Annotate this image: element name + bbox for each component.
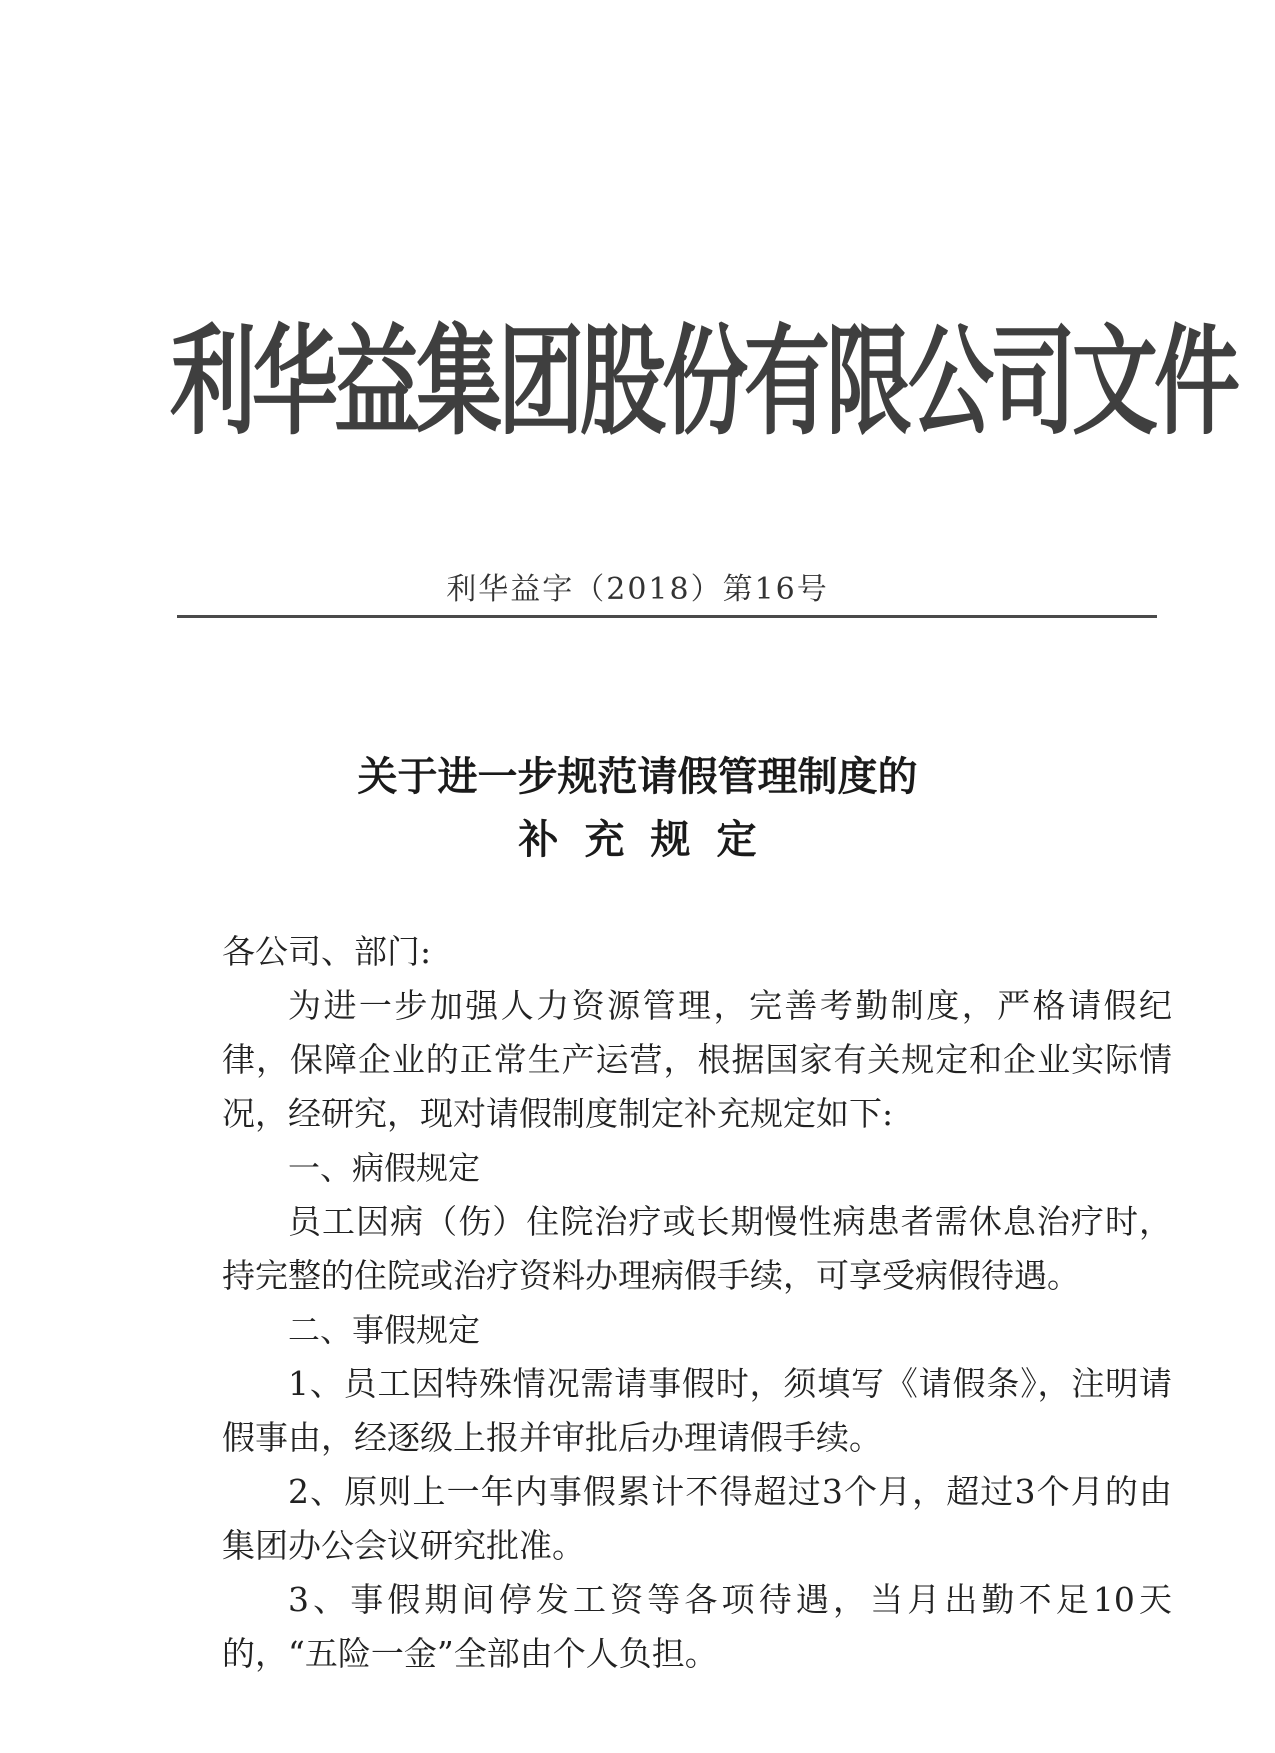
personal-leave-item-3: 3、事假期间停发工资等各项待遇，当月出勤不足10天的，“五险一金”全部由个人负担。 <box>222 1580 1172 1673</box>
intro-paragraph: 为进一步加强人力资源管理，完善考勤制度，严格请假纪律，保障企业的正常生产运营，根据国家有关规定和企业实际情况，经研究，现对请假制度制定补充规定如下: <box>222 986 1172 1133</box>
section-heading-personal-leave: 二、事假规定 <box>288 1311 481 1349</box>
header-rule <box>177 615 1157 618</box>
salutation: 各公司、部门: <box>222 932 432 971</box>
document-body <box>222 925 1172 1681</box>
section-heading-sick-leave: 一、病假规定 <box>288 1149 481 1187</box>
document-title-line-2: 补充规定 <box>518 817 783 863</box>
personal-leave-item-1: 1、员工因特殊情况需请事假时，须填写《请假条》，注明请假事由，经逐级上报并审批后办理请假手续。 <box>222 1364 1172 1457</box>
sick-leave-paragraph: 员工因病（伤）住院治疗或长期慢性病患者需休息治疗时，持完整的住院或治疗资料办理病假手续，可享受病假待遇。 <box>222 1202 1172 1295</box>
personal-leave-item-2: 2、原则上一年内事假累计不得超过3个月，超过3个月的由集团办公会议研究批准。 <box>222 1472 1172 1565</box>
letterhead-title: 利华益集团股份有限公司文件 <box>170 313 1236 452</box>
document-number: 利华益字（2018）第16号 <box>446 572 829 607</box>
document-title-line-1: 关于进一步规范请假管理制度的 <box>357 754 918 800</box>
